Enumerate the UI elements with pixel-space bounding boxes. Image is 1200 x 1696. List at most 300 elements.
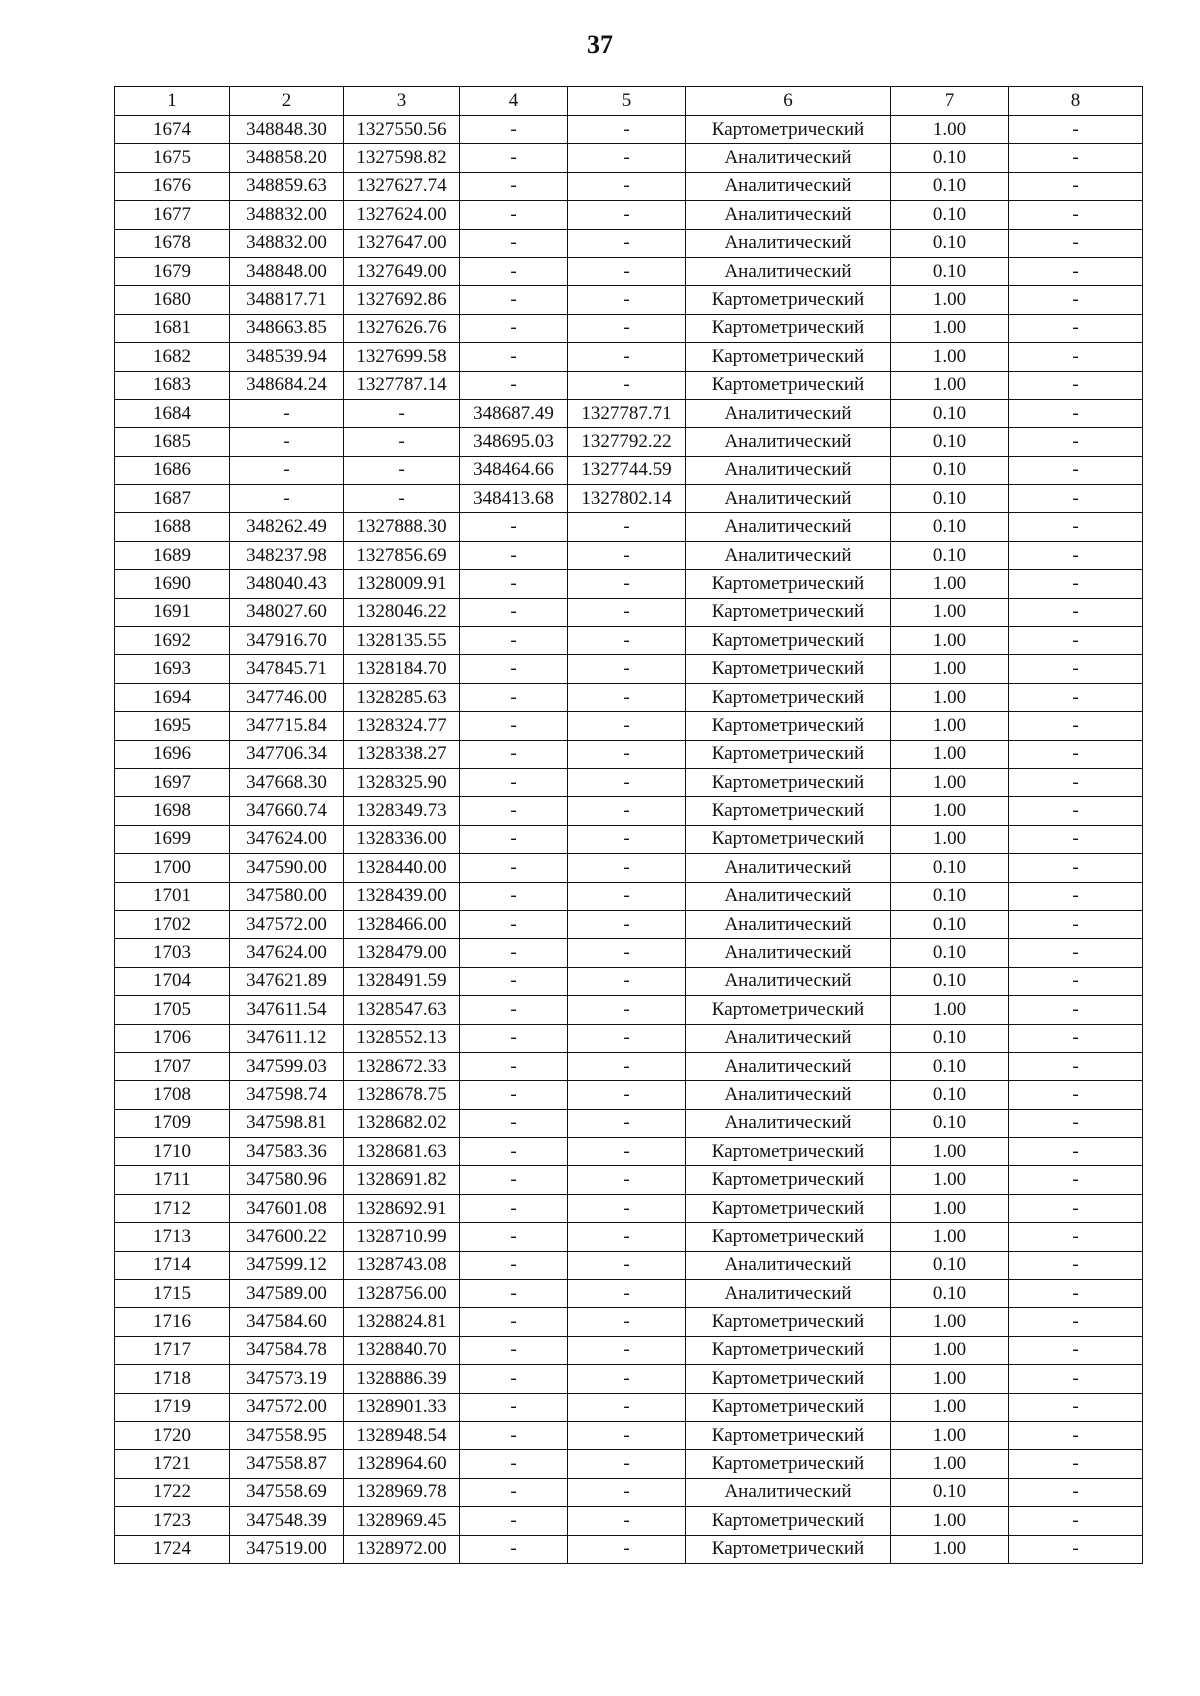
- x-new-coordinate-cell: -: [460, 257, 568, 285]
- y-new-coordinate-cell: -: [568, 541, 686, 569]
- method-cell: Картометрический: [686, 598, 891, 626]
- x-new-coordinate-cell: -: [460, 229, 568, 257]
- y-coordinate-cell: 1328840.70: [344, 1336, 460, 1364]
- method-cell: Картометрический: [686, 1166, 891, 1194]
- point-number-cell: 1712: [115, 1194, 230, 1222]
- column-header: 5: [568, 87, 686, 116]
- x-new-coordinate-cell: -: [460, 1109, 568, 1137]
- table-row: [115, 399, 1143, 427]
- y-new-coordinate-cell: -: [568, 598, 686, 626]
- y-coordinate-cell: 1327856.69: [344, 541, 460, 569]
- accuracy-cell: 0.10: [891, 1024, 1009, 1052]
- coordinates-table: [114, 86, 1143, 1564]
- method-cell: Аналитический: [686, 1109, 891, 1137]
- method-cell: Картометрический: [686, 1223, 891, 1251]
- y-coordinate-cell: 1328969.45: [344, 1507, 460, 1535]
- method-cell: Картометрический: [686, 627, 891, 655]
- y-coordinate-cell: 1327626.76: [344, 314, 460, 342]
- y-new-coordinate-cell: -: [568, 144, 686, 172]
- accuracy-cell: 1.00: [891, 286, 1009, 314]
- table-row: [115, 683, 1143, 711]
- y-coordinate-cell: 1328691.82: [344, 1166, 460, 1194]
- x-coordinate-cell: 347584.60: [230, 1308, 344, 1336]
- point-number-cell: 1701: [115, 882, 230, 910]
- x-coordinate-cell: 348684.24: [230, 371, 344, 399]
- point-number-cell: 1674: [115, 116, 230, 144]
- y-new-coordinate-cell: -: [568, 768, 686, 796]
- point-number-cell: 1693: [115, 655, 230, 683]
- method-cell: Аналитический: [686, 541, 891, 569]
- y-coordinate-cell: 1328964.60: [344, 1450, 460, 1478]
- table-row: [115, 1052, 1143, 1080]
- point-number-cell: 1685: [115, 428, 230, 456]
- point-number-cell: 1720: [115, 1421, 230, 1449]
- x-coordinate-cell: 347583.36: [230, 1138, 344, 1166]
- accuracy-cell: 0.10: [891, 485, 1009, 513]
- description-cell: -: [1009, 1052, 1143, 1080]
- description-cell: -: [1009, 314, 1143, 342]
- description-cell: -: [1009, 598, 1143, 626]
- point-number-cell: 1678: [115, 229, 230, 257]
- point-number-cell: 1699: [115, 825, 230, 853]
- method-cell: Картометрический: [686, 740, 891, 768]
- accuracy-cell: 1.00: [891, 655, 1009, 683]
- accuracy-cell: 0.10: [891, 967, 1009, 995]
- table-row: [115, 314, 1143, 342]
- table-row: [115, 485, 1143, 513]
- method-cell: Аналитический: [686, 399, 891, 427]
- x-new-coordinate-cell: -: [460, 144, 568, 172]
- x-new-coordinate-cell: -: [460, 655, 568, 683]
- table-row: [115, 598, 1143, 626]
- table-row: [115, 1365, 1143, 1393]
- x-coordinate-cell: -: [230, 428, 344, 456]
- point-number-cell: 1716: [115, 1308, 230, 1336]
- column-header: 1: [115, 87, 230, 116]
- table-row: [115, 1393, 1143, 1421]
- description-cell: -: [1009, 485, 1143, 513]
- x-new-coordinate-cell: -: [460, 1223, 568, 1251]
- y-new-coordinate-cell: 1327744.59: [568, 456, 686, 484]
- method-cell: Аналитический: [686, 1251, 891, 1279]
- x-new-coordinate-cell: 348464.66: [460, 456, 568, 484]
- x-new-coordinate-cell: -: [460, 996, 568, 1024]
- y-new-coordinate-cell: -: [568, 1109, 686, 1137]
- description-cell: -: [1009, 1478, 1143, 1506]
- x-coordinate-cell: 348848.00: [230, 257, 344, 285]
- accuracy-cell: 1.00: [891, 1138, 1009, 1166]
- x-coordinate-cell: -: [230, 485, 344, 513]
- method-cell: Аналитический: [686, 854, 891, 882]
- column-header: 3: [344, 87, 460, 116]
- description-cell: -: [1009, 1166, 1143, 1194]
- x-coordinate-cell: 348832.00: [230, 201, 344, 229]
- y-coordinate-cell: -: [344, 456, 460, 484]
- accuracy-cell: 0.10: [891, 428, 1009, 456]
- accuracy-cell: 0.10: [891, 201, 1009, 229]
- x-new-coordinate-cell: -: [460, 1507, 568, 1535]
- y-new-coordinate-cell: -: [568, 712, 686, 740]
- y-new-coordinate-cell: -: [568, 967, 686, 995]
- y-coordinate-cell: 1328743.08: [344, 1251, 460, 1279]
- method-cell: Аналитический: [686, 428, 891, 456]
- table-header-row: [115, 87, 1143, 116]
- x-coordinate-cell: 347668.30: [230, 768, 344, 796]
- description-cell: -: [1009, 513, 1143, 541]
- y-coordinate-cell: 1328692.91: [344, 1194, 460, 1222]
- accuracy-cell: 1.00: [891, 627, 1009, 655]
- method-cell: Картометрический: [686, 116, 891, 144]
- description-cell: -: [1009, 627, 1143, 655]
- description-cell: -: [1009, 541, 1143, 569]
- point-number-cell: 1703: [115, 939, 230, 967]
- method-cell: Картометрический: [686, 1421, 891, 1449]
- x-new-coordinate-cell: -: [460, 1393, 568, 1421]
- y-coordinate-cell: 1328184.70: [344, 655, 460, 683]
- accuracy-cell: 0.10: [891, 144, 1009, 172]
- x-new-coordinate-cell: -: [460, 939, 568, 967]
- description-cell: -: [1009, 257, 1143, 285]
- method-cell: Картометрический: [686, 1308, 891, 1336]
- x-coordinate-cell: 347589.00: [230, 1280, 344, 1308]
- y-new-coordinate-cell: -: [568, 854, 686, 882]
- accuracy-cell: 1.00: [891, 570, 1009, 598]
- description-cell: -: [1009, 1393, 1143, 1421]
- y-new-coordinate-cell: -: [568, 257, 686, 285]
- y-new-coordinate-cell: -: [568, 1478, 686, 1506]
- x-coordinate-cell: 347601.08: [230, 1194, 344, 1222]
- accuracy-cell: 0.10: [891, 257, 1009, 285]
- description-cell: -: [1009, 343, 1143, 371]
- accuracy-cell: 1.00: [891, 1223, 1009, 1251]
- x-new-coordinate-cell: -: [460, 1336, 568, 1364]
- description-cell: -: [1009, 1109, 1143, 1137]
- accuracy-cell: 1.00: [891, 116, 1009, 144]
- x-coordinate-cell: 347580.96: [230, 1166, 344, 1194]
- x-new-coordinate-cell: -: [460, 1535, 568, 1563]
- description-cell: -: [1009, 428, 1143, 456]
- x-coordinate-cell: 347558.69: [230, 1478, 344, 1506]
- y-coordinate-cell: 1328440.00: [344, 854, 460, 882]
- accuracy-cell: 1.00: [891, 683, 1009, 711]
- table-row: [115, 1507, 1143, 1535]
- table-row: [115, 797, 1143, 825]
- method-cell: Аналитический: [686, 144, 891, 172]
- method-cell: Картометрический: [686, 1507, 891, 1535]
- method-cell: Картометрический: [686, 825, 891, 853]
- table-row: [115, 768, 1143, 796]
- y-new-coordinate-cell: -: [568, 1251, 686, 1279]
- y-coordinate-cell: 1328948.54: [344, 1421, 460, 1449]
- x-new-coordinate-cell: -: [460, 1365, 568, 1393]
- x-coordinate-cell: 347746.00: [230, 683, 344, 711]
- description-cell: -: [1009, 116, 1143, 144]
- accuracy-cell: 1.00: [891, 1535, 1009, 1563]
- method-cell: Аналитический: [686, 1081, 891, 1109]
- point-number-cell: 1683: [115, 371, 230, 399]
- x-coordinate-cell: 347558.95: [230, 1421, 344, 1449]
- accuracy-cell: 1.00: [891, 343, 1009, 371]
- description-cell: -: [1009, 1365, 1143, 1393]
- page-number: 37: [587, 30, 613, 59]
- accuracy-cell: 1.00: [891, 598, 1009, 626]
- method-cell: Картометрический: [686, 1336, 891, 1364]
- y-new-coordinate-cell: -: [568, 570, 686, 598]
- y-coordinate-cell: 1328901.33: [344, 1393, 460, 1421]
- description-cell: -: [1009, 768, 1143, 796]
- table-row: [115, 428, 1143, 456]
- y-coordinate-cell: 1328824.81: [344, 1308, 460, 1336]
- y-new-coordinate-cell: -: [568, 172, 686, 200]
- point-number-cell: 1724: [115, 1535, 230, 1563]
- point-number-cell: 1677: [115, 201, 230, 229]
- accuracy-cell: 1.00: [891, 314, 1009, 342]
- x-new-coordinate-cell: -: [460, 882, 568, 910]
- x-coordinate-cell: -: [230, 456, 344, 484]
- point-number-cell: 1691: [115, 598, 230, 626]
- x-new-coordinate-cell: -: [460, 1251, 568, 1279]
- y-coordinate-cell: 1327787.14: [344, 371, 460, 399]
- method-cell: Аналитический: [686, 513, 891, 541]
- x-coordinate-cell: 347621.89: [230, 967, 344, 995]
- y-new-coordinate-cell: 1327792.22: [568, 428, 686, 456]
- y-coordinate-cell: 1328338.27: [344, 740, 460, 768]
- point-number-cell: 1689: [115, 541, 230, 569]
- x-coordinate-cell: 348237.98: [230, 541, 344, 569]
- table-row: [115, 967, 1143, 995]
- table-row: [115, 144, 1143, 172]
- table-row: [115, 229, 1143, 257]
- x-new-coordinate-cell: -: [460, 854, 568, 882]
- description-cell: -: [1009, 1194, 1143, 1222]
- description-cell: -: [1009, 825, 1143, 853]
- x-coordinate-cell: 347598.74: [230, 1081, 344, 1109]
- y-new-coordinate-cell: -: [568, 1052, 686, 1080]
- accuracy-cell: 1.00: [891, 996, 1009, 1024]
- method-cell: Аналитический: [686, 882, 891, 910]
- x-coordinate-cell: 348859.63: [230, 172, 344, 200]
- x-new-coordinate-cell: -: [460, 1308, 568, 1336]
- point-number-cell: 1695: [115, 712, 230, 740]
- x-coordinate-cell: 347611.12: [230, 1024, 344, 1052]
- y-new-coordinate-cell: -: [568, 1280, 686, 1308]
- y-coordinate-cell: 1328547.63: [344, 996, 460, 1024]
- x-coordinate-cell: 347584.78: [230, 1336, 344, 1364]
- y-new-coordinate-cell: 1327802.14: [568, 485, 686, 513]
- y-coordinate-cell: 1327699.58: [344, 343, 460, 371]
- method-cell: Картометрический: [686, 570, 891, 598]
- x-new-coordinate-cell: -: [460, 172, 568, 200]
- y-new-coordinate-cell: -: [568, 683, 686, 711]
- table-row: [115, 371, 1143, 399]
- accuracy-cell: 0.10: [891, 854, 1009, 882]
- table-row: [115, 1109, 1143, 1137]
- point-number-cell: 1710: [115, 1138, 230, 1166]
- method-cell: Картометрический: [686, 286, 891, 314]
- y-new-coordinate-cell: -: [568, 825, 686, 853]
- x-new-coordinate-cell: -: [460, 1052, 568, 1080]
- point-number-cell: 1706: [115, 1024, 230, 1052]
- table-row: [115, 541, 1143, 569]
- point-number-cell: 1676: [115, 172, 230, 200]
- method-cell: Картометрический: [686, 797, 891, 825]
- accuracy-cell: 1.00: [891, 1336, 1009, 1364]
- description-cell: -: [1009, 456, 1143, 484]
- y-new-coordinate-cell: -: [568, 314, 686, 342]
- table-row: [115, 513, 1143, 541]
- description-cell: -: [1009, 399, 1143, 427]
- y-new-coordinate-cell: -: [568, 740, 686, 768]
- description-cell: -: [1009, 1450, 1143, 1478]
- x-new-coordinate-cell: -: [460, 1478, 568, 1506]
- table-row: [115, 712, 1143, 740]
- accuracy-cell: 0.10: [891, 882, 1009, 910]
- description-cell: -: [1009, 1138, 1143, 1166]
- accuracy-cell: 1.00: [891, 1308, 1009, 1336]
- y-new-coordinate-cell: -: [568, 939, 686, 967]
- y-coordinate-cell: 1327624.00: [344, 201, 460, 229]
- method-cell: Картометрический: [686, 768, 891, 796]
- point-number-cell: 1719: [115, 1393, 230, 1421]
- point-number-cell: 1684: [115, 399, 230, 427]
- accuracy-cell: 0.10: [891, 1478, 1009, 1506]
- accuracy-cell: 0.10: [891, 541, 1009, 569]
- method-cell: Картометрический: [686, 655, 891, 683]
- x-coordinate-cell: 347715.84: [230, 712, 344, 740]
- y-coordinate-cell: 1327649.00: [344, 257, 460, 285]
- table-row: [115, 286, 1143, 314]
- table-row: [115, 1138, 1143, 1166]
- point-number-cell: 1698: [115, 797, 230, 825]
- x-coordinate-cell: 347660.74: [230, 797, 344, 825]
- point-number-cell: 1722: [115, 1478, 230, 1506]
- x-new-coordinate-cell: -: [460, 1138, 568, 1166]
- description-cell: -: [1009, 201, 1143, 229]
- x-coordinate-cell: 348040.43: [230, 570, 344, 598]
- y-new-coordinate-cell: -: [568, 343, 686, 371]
- description-cell: -: [1009, 882, 1143, 910]
- table-row: [115, 570, 1143, 598]
- y-coordinate-cell: 1327692.86: [344, 286, 460, 314]
- point-number-cell: 1718: [115, 1365, 230, 1393]
- method-cell: Картометрический: [686, 1393, 891, 1421]
- y-new-coordinate-cell: -: [568, 797, 686, 825]
- y-coordinate-cell: 1328710.99: [344, 1223, 460, 1251]
- table-row: [115, 1081, 1143, 1109]
- table-row: [115, 172, 1143, 200]
- method-cell: Картометрический: [686, 996, 891, 1024]
- x-coordinate-cell: 347624.00: [230, 939, 344, 967]
- x-coordinate-cell: 348832.00: [230, 229, 344, 257]
- point-number-cell: 1704: [115, 967, 230, 995]
- x-new-coordinate-cell: -: [460, 1166, 568, 1194]
- method-cell: Аналитический: [686, 456, 891, 484]
- description-cell: -: [1009, 683, 1143, 711]
- x-new-coordinate-cell: -: [460, 768, 568, 796]
- point-number-cell: 1679: [115, 257, 230, 285]
- x-coordinate-cell: 348027.60: [230, 598, 344, 626]
- accuracy-cell: 0.10: [891, 939, 1009, 967]
- x-coordinate-cell: 347611.54: [230, 996, 344, 1024]
- point-number-cell: 1681: [115, 314, 230, 342]
- y-coordinate-cell: 1328439.00: [344, 882, 460, 910]
- method-cell: Аналитический: [686, 485, 891, 513]
- point-number-cell: 1705: [115, 996, 230, 1024]
- description-cell: -: [1009, 1421, 1143, 1449]
- y-coordinate-cell: 1328135.55: [344, 627, 460, 655]
- table-row: [115, 1478, 1143, 1506]
- accuracy-cell: 1.00: [891, 1365, 1009, 1393]
- y-coordinate-cell: 1328046.22: [344, 598, 460, 626]
- accuracy-cell: 1.00: [891, 1421, 1009, 1449]
- x-coordinate-cell: 347599.03: [230, 1052, 344, 1080]
- description-cell: -: [1009, 172, 1143, 200]
- point-number-cell: 1686: [115, 456, 230, 484]
- column-header: 8: [1009, 87, 1143, 116]
- x-new-coordinate-cell: -: [460, 740, 568, 768]
- point-number-cell: 1690: [115, 570, 230, 598]
- x-coordinate-cell: 347598.81: [230, 1109, 344, 1137]
- method-cell: Картометрический: [686, 1138, 891, 1166]
- description-cell: -: [1009, 740, 1143, 768]
- y-new-coordinate-cell: -: [568, 1336, 686, 1364]
- accuracy-cell: 0.10: [891, 229, 1009, 257]
- description-cell: -: [1009, 854, 1143, 882]
- accuracy-cell: 0.10: [891, 910, 1009, 938]
- x-new-coordinate-cell: -: [460, 314, 568, 342]
- accuracy-cell: 0.10: [891, 1052, 1009, 1080]
- x-new-coordinate-cell: -: [460, 201, 568, 229]
- y-coordinate-cell: 1328756.00: [344, 1280, 460, 1308]
- point-number-cell: 1709: [115, 1109, 230, 1137]
- y-coordinate-cell: 1328349.73: [344, 797, 460, 825]
- method-cell: Аналитический: [686, 229, 891, 257]
- x-new-coordinate-cell: -: [460, 286, 568, 314]
- y-new-coordinate-cell: -: [568, 1024, 686, 1052]
- table-row: [115, 740, 1143, 768]
- table-row: [115, 1251, 1143, 1279]
- x-coordinate-cell: 347599.12: [230, 1251, 344, 1279]
- x-new-coordinate-cell: -: [460, 598, 568, 626]
- accuracy-cell: 1.00: [891, 1507, 1009, 1535]
- y-new-coordinate-cell: -: [568, 1421, 686, 1449]
- y-coordinate-cell: 1328969.78: [344, 1478, 460, 1506]
- y-new-coordinate-cell: -: [568, 1223, 686, 1251]
- y-new-coordinate-cell: -: [568, 1166, 686, 1194]
- method-cell: Картометрический: [686, 1535, 891, 1563]
- x-coordinate-cell: 347572.00: [230, 1393, 344, 1421]
- y-coordinate-cell: 1328672.33: [344, 1052, 460, 1080]
- method-cell: Аналитический: [686, 967, 891, 995]
- x-new-coordinate-cell: 348413.68: [460, 485, 568, 513]
- description-cell: -: [1009, 996, 1143, 1024]
- method-cell: Картометрический: [686, 1450, 891, 1478]
- x-coordinate-cell: 347845.71: [230, 655, 344, 683]
- y-coordinate-cell: 1328336.00: [344, 825, 460, 853]
- y-new-coordinate-cell: -: [568, 201, 686, 229]
- y-coordinate-cell: 1328886.39: [344, 1365, 460, 1393]
- y-new-coordinate-cell: -: [568, 655, 686, 683]
- y-new-coordinate-cell: -: [568, 1535, 686, 1563]
- point-number-cell: 1713: [115, 1223, 230, 1251]
- point-number-cell: 1696: [115, 740, 230, 768]
- x-new-coordinate-cell: -: [460, 712, 568, 740]
- y-coordinate-cell: 1327598.82: [344, 144, 460, 172]
- y-coordinate-cell: -: [344, 428, 460, 456]
- accuracy-cell: 1.00: [891, 1393, 1009, 1421]
- y-coordinate-cell: 1327647.00: [344, 229, 460, 257]
- table-row: [115, 1166, 1143, 1194]
